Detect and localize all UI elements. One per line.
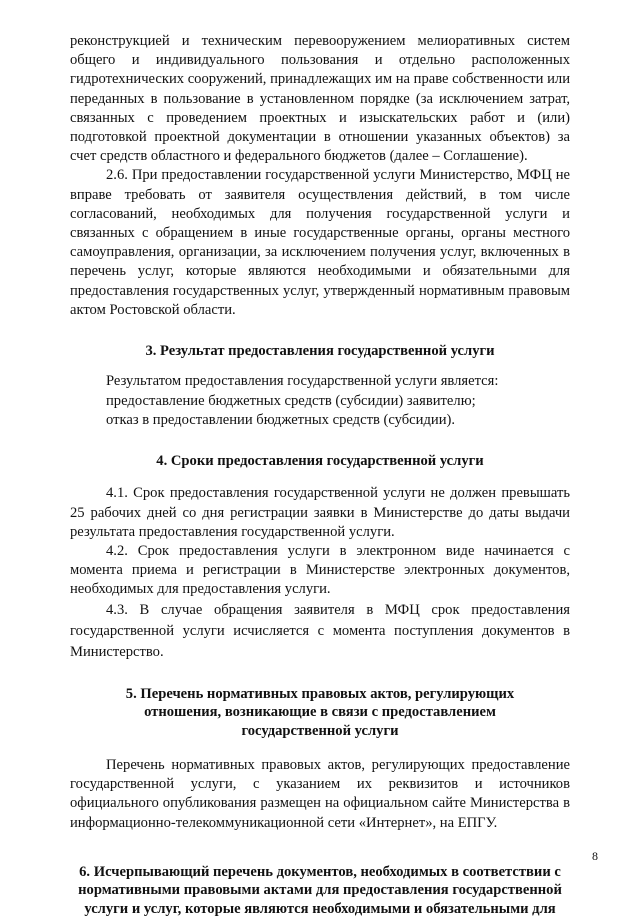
section-3-line-3: отказ в предоставлении бюджетных средств (субсидии).	[106, 411, 456, 428]
section-3-heading: 3. Результат предоставления государственной услуги	[145, 343, 495, 360]
section-4-heading: 4. Сроки предоставления государственной услуги	[156, 453, 484, 470]
paragraph-4-1: 4.1. Срок предоставления государственной услуги не должен превышать 25 рабочих дней со дня регистрации заявки в Министерстве до даты выдачи результата предоставления государственной услуги.	[70, 485, 570, 540]
paragraph-4-3: 4.3. В случае обращения заявителя в МФЦ срок предоставления государственной услуги исчисляется с момента поступления документов в Министерство.	[70, 601, 570, 660]
paragraph-intro: реконструкцией и техническим перевооружением мелиоративных систем общего и индивидуального пользования и отдельно расположенных гидротехнических сооружений, принадлежащих им на праве собственности или переданных в пользование в установленном порядке (за исключением затрат, связанных с проведением проектных и изыскательских работ и (или) подготовкой проектной документации в отношении указанных объектов) за счет средств областного и федерального бюджетов (далее – Соглашение).	[70, 33, 570, 165]
page-number: 8	[592, 849, 598, 863]
paragraph-5: Перечень нормативных правовых актов, регулирующих предоставление государственной услуги, с указанием их реквизитов и источников официального опубликования размещен на официальном сайте Министерства в информационно-телекоммуникационной сети «Интернет», на ЕПГУ.	[70, 756, 570, 831]
paragraph-4-2: 4.2. Срок предоставления услуги в электронном виде начинается с момента приема и регистрации в Министерстве электронных документов, необходимых для предоставления услуги.	[70, 543, 570, 598]
section-3-line-1: Результатом предоставления государственной услуги является:	[106, 373, 499, 390]
section-5-heading: 5. Перечень нормативных правовых актов, регулирующих отношения, возникающие в связи с предоставлением государственной услуги	[125, 685, 515, 739]
section-6-heading: 6. Исчерпывающий перечень документов, необходимых в соответствии с нормативными правовыми актами для предоставления государственной услуги и услуг, которые являются необходимыми и обязательными для	[78, 863, 562, 917]
section-3-line-2: предоставление бюджетных средств (субсидии) заявителю;	[106, 392, 476, 409]
paragraph-2-6: 2.6. При предоставлении государственной услуги Министерство, МФЦ не вправе требовать от заявителя осуществления действий, в том числе согласований, необходимых для получения государственной услуги и связанных с обращением в иные государственные органы, органы местного самоуправления, организации, за исключением получения услуг, включенных в перечень услуг, которые являются необходимыми и обязательными для предоставления государственных услуг, утвержденный нормативным правовым актом Ростовской области.	[70, 167, 570, 318]
